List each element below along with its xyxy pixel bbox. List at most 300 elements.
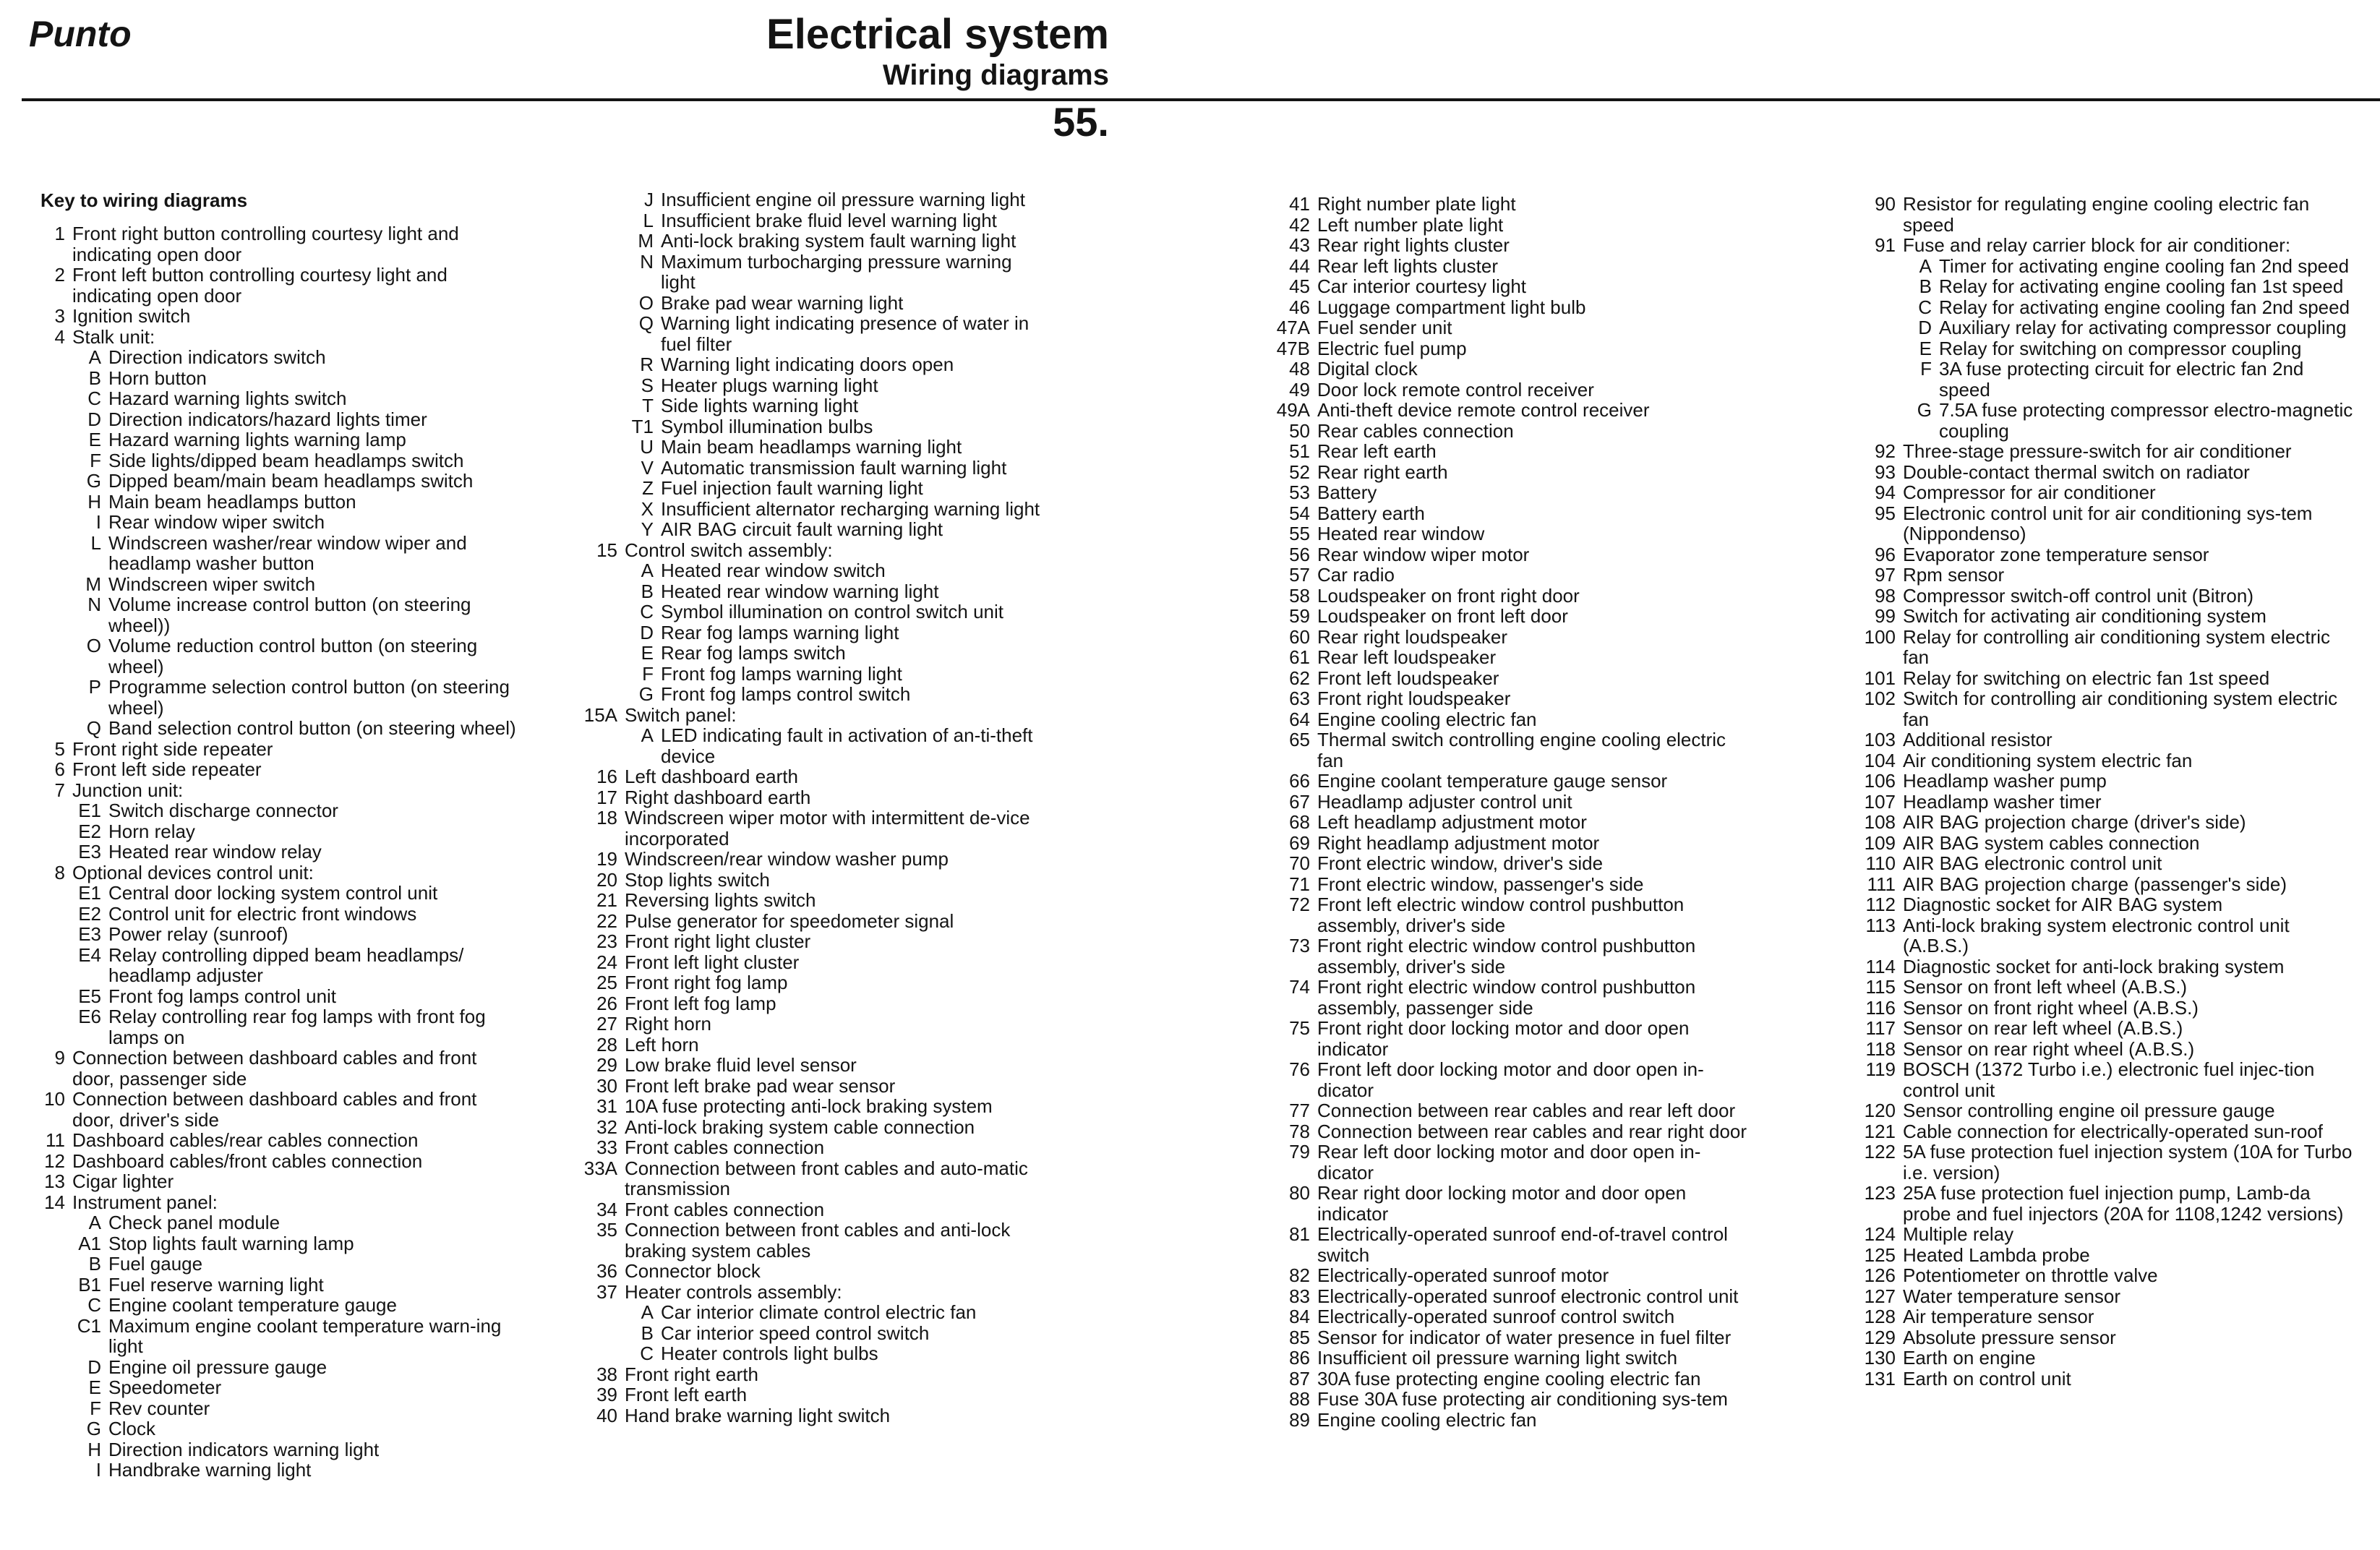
key-sub-entry — [562, 622, 1051, 643]
entry-number: 59 — [1289, 605, 1310, 627]
sub-entry-text: AIR BAG circuit fault warning light — [661, 518, 943, 540]
entry-text: Engine cooling electric fan — [1317, 1408, 1537, 1431]
entry-number: 86 — [1289, 1347, 1310, 1369]
key-sub-entry — [1841, 297, 2355, 318]
sub-entry-code: E — [88, 429, 101, 450]
sub-entry-code: A — [641, 724, 654, 746]
entry-text: Switch panel: — [625, 703, 737, 726]
entry-text: Headlamp washer timer — [1903, 790, 2102, 813]
sub-entry-text: Heated rear window relay — [108, 841, 322, 862]
entry-number: 21 — [596, 889, 617, 911]
entry-text: Front right door locking motor and door open indicator — [1317, 1017, 1690, 1060]
sub-entry-code: G — [1917, 399, 1932, 421]
sub-entry-text: 7.5A fuse protecting compressor electro-magnetic coupling — [1939, 399, 2353, 442]
key-entry — [1255, 771, 1751, 792]
sub-entry-text: Side lights/dipped beam headlamps switch — [108, 449, 464, 471]
sub-entry-text: Car interior climate control electric fan — [661, 1301, 977, 1323]
key-sub-entry — [562, 252, 1051, 293]
entry-number: 42 — [1289, 213, 1310, 236]
sub-entry-text: Heated rear window warning light — [661, 580, 939, 602]
key-entry — [1255, 1059, 1751, 1100]
entry-text: Insufficient oil pressure warning light switch — [1317, 1347, 1678, 1369]
entry-number: 111 — [1867, 873, 1896, 895]
key-sub-entry — [1841, 400, 2355, 441]
key-entry — [1255, 380, 1751, 401]
entry-text: Left horn — [625, 1033, 699, 1056]
entry-number: 121 — [1864, 1120, 1896, 1142]
sub-entry-text: Check panel module — [108, 1212, 281, 1233]
entry-text: Compressor for air conditioner — [1903, 481, 2156, 503]
sub-entry-text: Timer for activating engine cooling fan 2nd speed — [1939, 254, 2350, 277]
entry-number: 106 — [1864, 770, 1896, 792]
key-sub-entry — [10, 883, 516, 904]
key-entry — [1841, 977, 2355, 998]
key-title: Key to wiring diagrams — [40, 189, 248, 211]
key-entry — [10, 1151, 516, 1172]
entry-number: 28 — [596, 1033, 617, 1056]
entry-number: 47A — [1276, 317, 1310, 338]
entry-number: 36 — [596, 1260, 617, 1282]
entry-text: Car radio — [1317, 564, 1395, 586]
entry-text: AIR BAG electronic control unit — [1903, 852, 2162, 874]
sub-entry-text: Rear fog lamps switch — [661, 642, 846, 664]
key-sub-entry — [562, 1323, 1051, 1344]
sub-entry-text: Windscreen wiper switch — [108, 573, 316, 595]
entry-text: Fuse and relay carrier block for air conditioner: — [1903, 234, 2291, 256]
entry-text: Luggage compartment light bulb — [1317, 296, 1586, 318]
entry-number: 93 — [1875, 461, 1896, 483]
key-entry — [1255, 792, 1751, 813]
entry-number: 45 — [1289, 275, 1310, 297]
entry-number: 77 — [1289, 1100, 1310, 1121]
entry-number: 129 — [1864, 1326, 1896, 1348]
sub-entry-code: E3 — [78, 841, 101, 862]
sub-entry-text: Switch discharge connector — [108, 800, 338, 821]
key-sub-entry — [10, 800, 516, 821]
entry-number: 27 — [596, 1013, 617, 1035]
entry-number: 88 — [1289, 1388, 1310, 1410]
entry-number: 53 — [1289, 481, 1310, 503]
key-sub-entry — [10, 1212, 516, 1233]
entry-number: 66 — [1289, 770, 1310, 792]
key-entry — [562, 1282, 1051, 1303]
key-entry — [1255, 586, 1751, 607]
entry-text: Left number plate light — [1317, 213, 1504, 236]
sub-entry-code: N — [640, 250, 654, 273]
key-entry — [562, 1014, 1051, 1035]
entry-number: 15 — [596, 539, 617, 561]
sub-entry-text: Warning light indicating doors open — [661, 354, 954, 375]
entry-number: 16 — [596, 766, 617, 787]
key-entry — [1255, 235, 1751, 256]
entry-text: Fuel sender unit — [1317, 317, 1452, 338]
sub-entry-text: Dipped beam/main beam headlamps switch — [108, 470, 474, 492]
entry-text: 25A fuse protection fuel injection pump, Lamb-da probe and fuel injectors (20A for 1108,1242 versions) — [1903, 1182, 2344, 1225]
entry-number: 73 — [1289, 935, 1310, 956]
entry-text: Rear window wiper motor — [1317, 543, 1530, 565]
entry-number: 95 — [1875, 502, 1896, 524]
key-entry — [1841, 956, 2355, 977]
key-entry — [1841, 1265, 2355, 1286]
entry-number: 19 — [596, 848, 617, 870]
key-entry — [10, 265, 516, 306]
key-sub-entry — [562, 416, 1051, 437]
key-entry — [1841, 998, 2355, 1019]
entry-text: Low brake fluid level sensor — [625, 1054, 857, 1076]
sub-entry-code: C1 — [77, 1314, 101, 1337]
entry-text: 30A fuse protecting engine cooling electric fan — [1317, 1367, 1701, 1390]
entry-text: Switch for controlling air conditioning system electric fan — [1903, 688, 2338, 730]
entry-text: Heater controls assembly: — [625, 1280, 842, 1303]
sub-entry-text: Side lights warning light — [661, 395, 859, 416]
key-entry — [1841, 1059, 2355, 1100]
sub-entry-code: S — [641, 374, 654, 396]
entry-text: Water temperature sensor — [1903, 1285, 2121, 1307]
sub-entry-text: Insufficient brake fluid level warning light — [661, 209, 997, 231]
entry-text: Connection between rear cables and rear right door — [1317, 1120, 1747, 1142]
entry-number: 20 — [596, 868, 617, 891]
entry-text: Anti-theft device remote control receiver — [1317, 399, 1650, 421]
entry-number: 55 — [1289, 523, 1310, 544]
entry-number: 47B — [1276, 337, 1310, 359]
sub-entry-code: O — [86, 635, 101, 656]
entry-number: 61 — [1289, 646, 1310, 668]
sub-entry-code: C — [87, 388, 101, 409]
entry-number: 131 — [1864, 1367, 1896, 1390]
entry-text: Electric fuel pump — [1317, 337, 1467, 359]
entry-number: 80 — [1289, 1182, 1310, 1204]
sub-entry-text: Relay for activating engine cooling fan 2nd speed — [1939, 296, 2350, 318]
entry-text: Sensor on front right wheel (A.B.S.) — [1903, 996, 2199, 1019]
sub-entry-code: F — [642, 662, 654, 685]
key-entry — [562, 849, 1051, 870]
entry-number: 92 — [1875, 440, 1896, 462]
entry-text: Sensor on rear left wheel (A.B.S.) — [1903, 1017, 2183, 1039]
key-entry — [1255, 359, 1751, 380]
entry-text: Loudspeaker on front left door — [1317, 605, 1568, 627]
entry-text: Connection between front cables and anti-lock braking system cables — [625, 1219, 1011, 1262]
entry-number: 97 — [1875, 564, 1896, 586]
key-sub-entry — [10, 388, 516, 409]
sub-entry-code: C — [1918, 296, 1932, 318]
entry-number: 114 — [1865, 955, 1896, 977]
key-entry — [1841, 771, 2355, 792]
entry-number: 8 — [54, 861, 65, 883]
entry-number: 96 — [1875, 543, 1896, 565]
key-entry — [1841, 1100, 2355, 1121]
entry-text: Additional resistor — [1903, 729, 2052, 750]
sub-entry-text: Maximum engine coolant temperature warn-ing light — [108, 1314, 502, 1357]
entry-number: 119 — [1865, 1058, 1896, 1080]
entry-text: Left headlamp adjustment motor — [1317, 811, 1587, 833]
key-entry — [1841, 1245, 2355, 1266]
key-entry — [1255, 688, 1751, 709]
key-sub-entry — [1841, 338, 2355, 359]
entry-text: Front left loudspeaker — [1317, 667, 1499, 689]
entry-number: 123 — [1864, 1182, 1896, 1204]
entry-number: 6 — [54, 758, 65, 780]
entry-text: Rear left loudspeaker — [1317, 646, 1497, 668]
sub-entry-code: E2 — [78, 902, 101, 925]
entry-number: 76 — [1289, 1058, 1310, 1080]
key-sub-entry — [10, 492, 516, 513]
entry-text: Hand brake warning light switch — [625, 1404, 891, 1426]
sub-entry-code: E6 — [78, 1006, 101, 1027]
key-entry — [10, 223, 516, 265]
entry-number: 70 — [1289, 852, 1310, 874]
entry-text: Electrically-operated sunroof motor — [1317, 1264, 1609, 1286]
key-entry — [1255, 276, 1751, 297]
sub-entry-text: Car interior speed control switch — [661, 1322, 930, 1344]
entry-number: 118 — [1865, 1037, 1896, 1060]
entry-text: Fuse 30A fuse protecting air conditioning sys-tem — [1317, 1388, 1728, 1410]
entry-text: Rear right door locking motor and door open indicator — [1317, 1182, 1687, 1225]
entry-text: AIR BAG system cables connection — [1903, 831, 2200, 854]
entry-text: Front right button controlling courtesy light and indicating open door — [72, 223, 459, 265]
entry-text: Rpm sensor — [1903, 564, 2005, 586]
key-entry — [1841, 1286, 2355, 1307]
entry-text: BOSCH (1372 Turbo i.e.) electronic fuel injec-tion control unit — [1903, 1058, 2315, 1101]
entry-number: 60 — [1289, 625, 1310, 648]
key-sub-entry — [1841, 317, 2355, 338]
key-entry — [10, 1089, 516, 1130]
key-entry — [1255, 833, 1751, 854]
entry-text: Digital clock — [1317, 358, 1418, 380]
sub-entry-code: P — [88, 676, 101, 698]
entry-number: 94 — [1875, 481, 1896, 503]
sub-entry-code: D — [87, 408, 101, 430]
sub-entry-text: LED indicating fault in activation of an-ti-theft device — [661, 724, 1033, 767]
key-sub-entry — [1841, 276, 2355, 297]
sub-entry-code: D — [1918, 317, 1932, 338]
entry-text: Door lock remote control receiver — [1317, 378, 1594, 401]
entry-number: 40 — [596, 1404, 617, 1426]
sub-entry-text: Volume increase control button (on steering wheel)) — [108, 594, 471, 636]
sub-entry-code: I — [95, 511, 101, 533]
sub-entry-code: F — [1920, 358, 1932, 380]
sub-entry-code: A — [641, 560, 654, 581]
sub-entry-text: Symbol illumination on control switch unit — [661, 601, 1003, 622]
key-entry — [1255, 1183, 1751, 1224]
entry-text: Right headlamp adjustment motor — [1317, 831, 1600, 854]
key-sub-entry — [562, 293, 1051, 314]
entry-number: 81 — [1289, 1223, 1310, 1245]
key-entry — [1255, 709, 1751, 730]
key-entry — [1841, 729, 2355, 750]
sub-entry-text: Heated rear window switch — [661, 560, 886, 581]
entry-text: Front left door locking motor and door open in-dicator — [1317, 1058, 1704, 1101]
entry-text: Earth on engine — [1903, 1347, 2036, 1369]
entry-number: 79 — [1289, 1141, 1310, 1162]
entry-text: Windscreen wiper motor with intermittent de-vice incorporated — [625, 807, 1030, 849]
key-entry — [1841, 627, 2355, 668]
entry-text: Multiple relay — [1903, 1223, 2014, 1245]
sub-entry-text: Windscreen washer/rear window wiper and headlamp washer button — [108, 531, 467, 574]
model-name: Punto — [29, 14, 132, 54]
entry-text: Right number plate light — [1317, 193, 1516, 215]
entry-number: 115 — [1865, 976, 1896, 998]
entry-text: Relay for switching on electric fan 1st speed — [1903, 667, 2270, 689]
entry-number: 31 — [596, 1095, 617, 1117]
key-entry — [1255, 668, 1751, 689]
sub-entry-code: F — [90, 449, 101, 471]
key-entry — [10, 739, 516, 760]
key-entry — [1841, 462, 2355, 483]
key-entry — [1841, 503, 2355, 544]
entry-number: 23 — [596, 930, 617, 952]
entry-text: Connection between rear cables and rear left door — [1317, 1100, 1736, 1121]
sub-entry-text: Symbol illumination bulbs — [661, 415, 873, 437]
entry-text: 5A fuse protection fuel injection system (10A for Turbo i.e. version) — [1903, 1141, 2353, 1183]
key-sub-entry — [10, 594, 516, 635]
entry-text: Right dashboard earth — [625, 786, 811, 808]
entry-text: Electrically-operated sunroof control switch — [1317, 1306, 1675, 1327]
sub-entry-text: Handbrake warning light — [108, 1459, 312, 1481]
entry-text: Rear right loudspeaker — [1317, 625, 1508, 648]
key-entry — [1255, 256, 1751, 277]
sub-entry-code: Z — [642, 477, 654, 499]
sub-entry-code: A — [88, 1212, 101, 1233]
sub-entry-text: Automatic transmission fault warning light — [661, 456, 1007, 479]
entry-number: 35 — [596, 1219, 617, 1241]
key-sub-entry — [562, 458, 1051, 479]
key-sub-entry — [10, 924, 516, 945]
entry-number: 32 — [596, 1116, 617, 1138]
key-entry — [1841, 1039, 2355, 1060]
key-column-1 — [10, 182, 516, 1481]
key-entry — [562, 1158, 1051, 1199]
key-entry — [1255, 1100, 1751, 1121]
entry-number: 10 — [44, 1088, 65, 1110]
key-entry — [1255, 482, 1751, 503]
entry-text: Heated rear window — [1317, 523, 1485, 544]
sub-entry-text: Direction indicators switch — [108, 346, 326, 368]
key-sub-entry — [562, 601, 1051, 622]
key-entry — [562, 1220, 1051, 1261]
entry-number: 99 — [1875, 605, 1896, 627]
entry-number: 54 — [1289, 502, 1310, 524]
sub-entry-text: Fuel gauge — [108, 1253, 203, 1275]
sub-entry-text: Brake pad wear warning light — [661, 291, 904, 314]
key-sub-entry — [10, 945, 516, 986]
key-entry — [1255, 544, 1751, 565]
entry-text: Relay for controlling air conditioning system electric fan — [1903, 625, 2331, 668]
key-entry — [1255, 565, 1751, 586]
key-sub-entry — [562, 395, 1051, 416]
key-column-3 — [1255, 194, 1751, 1430]
key-sub-entry — [10, 471, 516, 492]
sub-entry-code: B — [88, 1253, 101, 1275]
sub-entry-text: Warning light indicating presence of water in fuel filter — [661, 312, 1030, 355]
sub-entry-code: G — [86, 470, 101, 492]
key-entry — [562, 1199, 1051, 1220]
entry-number: 57 — [1289, 564, 1310, 586]
entry-number: 84 — [1289, 1306, 1310, 1327]
key-entry — [1255, 894, 1751, 935]
entry-number: 12 — [44, 1149, 65, 1172]
entry-text: Windscreen/rear window washer pump — [625, 848, 949, 870]
key-entry — [1255, 400, 1751, 421]
key-entry — [1255, 523, 1751, 544]
sub-entry-code: N — [87, 594, 101, 615]
entry-text: Anti-lock braking system electronic control unit (A.B.S.) — [1903, 914, 2290, 956]
sub-entry-code: A1 — [78, 1232, 101, 1254]
key-entry — [1841, 894, 2355, 915]
entry-number: 13 — [44, 1170, 65, 1192]
entry-number: 52 — [1289, 461, 1310, 483]
entry-text: Right horn — [625, 1013, 711, 1035]
entry-number: 82 — [1289, 1264, 1310, 1286]
entry-text: Front left side repeater — [72, 758, 262, 780]
key-entry — [1841, 915, 2355, 956]
sub-entry-text: Band selection control button (on steering wheel) — [108, 717, 516, 739]
entry-number: 65 — [1289, 729, 1310, 750]
key-sub-entry — [10, 842, 516, 862]
sub-entry-text: Relay for switching on compressor coupling — [1939, 337, 2302, 359]
sub-entry-code: A — [641, 1301, 654, 1323]
key-entry — [1255, 729, 1751, 771]
entry-number: 11 — [46, 1129, 65, 1151]
entry-number: 124 — [1864, 1223, 1896, 1245]
entry-text: Three-stage pressure-switch for air conditioner — [1903, 440, 2292, 462]
sub-entry-code: M — [638, 230, 654, 252]
entry-text: Front electric window, passenger's side — [1317, 873, 1644, 895]
entry-number: 100 — [1864, 625, 1896, 648]
entry-number: 64 — [1289, 708, 1310, 730]
entry-number: 109 — [1864, 831, 1896, 854]
key-entry — [562, 1364, 1051, 1385]
sub-entry-code: D — [640, 621, 654, 643]
key-sub-entry — [562, 581, 1051, 602]
entry-text: Resistor for regulating engine cooling electric fan speed — [1903, 193, 2310, 236]
key-entry — [1255, 297, 1751, 318]
entry-number: 56 — [1289, 543, 1310, 565]
sub-entry-code: Q — [638, 312, 654, 334]
sub-entry-text: Hazard warning lights warning lamp — [108, 429, 406, 450]
sub-entry-code: C — [87, 1294, 101, 1316]
sub-entry-text: Maximum turbocharging pressure warning light — [661, 250, 1012, 293]
key-entry — [1255, 606, 1751, 627]
key-entry — [562, 1384, 1051, 1405]
sub-entry-text: Rev counter — [108, 1397, 210, 1419]
sub-entry-code: C — [640, 601, 654, 622]
entry-text: Electronic control unit for air conditioning sys-tem (Nippondenso) — [1903, 502, 2313, 544]
key-sub-entry — [10, 368, 516, 389]
sub-entry-code: E — [88, 1376, 101, 1398]
entry-text: Front right fog lamp — [625, 972, 788, 993]
key-entry — [1255, 647, 1751, 668]
entry-number: 5 — [54, 737, 65, 760]
entry-number: 98 — [1875, 584, 1896, 607]
key-entry — [562, 540, 1051, 561]
entry-text: Front left button controlling courtesy light and indicating open door — [72, 264, 448, 307]
key-sub-entry — [10, 533, 516, 574]
sub-entry-text: Hazard warning lights switch — [108, 388, 347, 409]
entry-number: 30 — [596, 1074, 617, 1097]
sub-entry-text: Direction indicators warning light — [108, 1438, 380, 1460]
sub-entry-text: Auxiliary relay for activating compressor coupling — [1939, 317, 2347, 338]
sub-entry-text: Anti-lock braking system fault warning light — [661, 230, 1016, 252]
entry-text: Electrically-operated sunroof end-of-travel control switch — [1317, 1223, 1728, 1266]
entry-number: 78 — [1289, 1120, 1310, 1142]
entry-number: 69 — [1289, 831, 1310, 854]
sub-entry-code: H — [87, 1438, 101, 1460]
entry-number: 9 — [54, 1047, 65, 1069]
entry-number: 71 — [1289, 873, 1310, 895]
entry-text: Optional devices control unit: — [72, 861, 314, 883]
sub-entry-code: U — [640, 436, 654, 458]
entry-text: Air temperature sensor — [1903, 1306, 2094, 1327]
